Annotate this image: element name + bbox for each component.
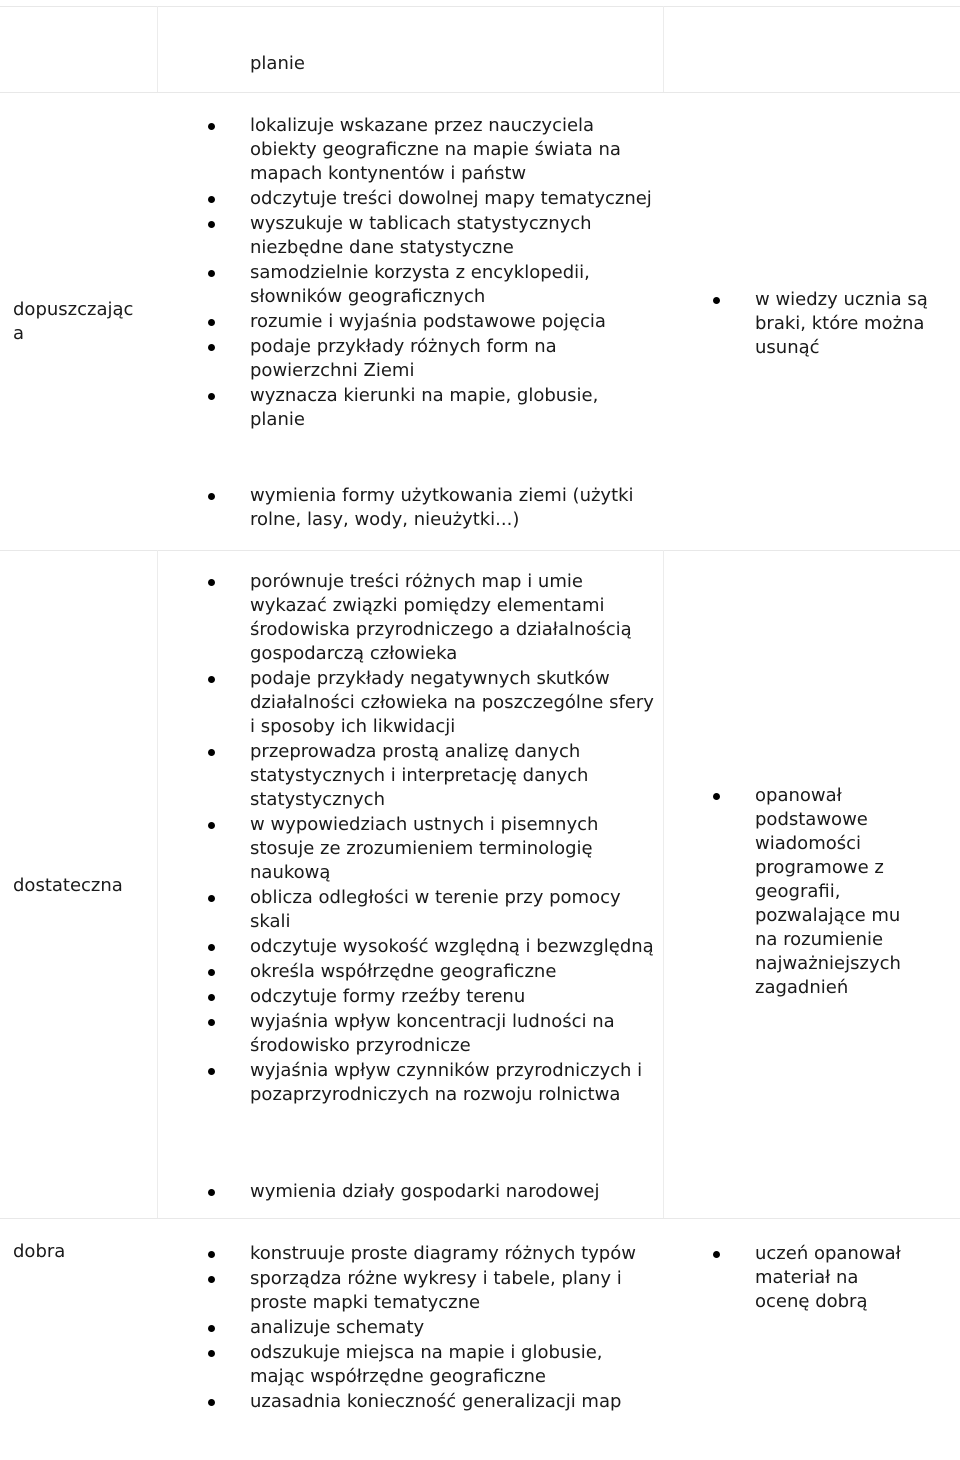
skills-list	[208, 114, 658, 432]
bullet-icon	[208, 123, 215, 130]
list-item: oblicza odległości w terenie przy pomocy skali	[208, 886, 658, 934]
bullet-icon	[713, 297, 720, 304]
list-item: wyjaśnia wpływ czynników przyrodniczych i pozaprzyrodniczych na rozwoju rolnictwa	[208, 1059, 658, 1107]
bullet-icon	[208, 1325, 215, 1332]
list-item: w wypowiedziach ustnych i pisemnych stosuje ze zrozumieniem terminologię naukową	[208, 813, 658, 885]
list-item: wymienia działy gospodarki narodowej	[208, 1180, 658, 1204]
table-top-border	[0, 6, 960, 7]
bullet-icon	[208, 319, 215, 326]
bullet-icon	[208, 270, 215, 277]
list-item: podaje przykłady negatywnych skutków działalności człowieka na poszczególne sfery i sposoby ich likwidacji	[208, 667, 658, 739]
skills-list	[208, 1242, 658, 1414]
list-item: analizuje schematy	[208, 1316, 658, 1340]
bullet-icon	[208, 1276, 215, 1283]
list-item: przeprowadza prostą analizę danych statystycznych i interpretację danych statystycznych	[208, 740, 658, 812]
list-item: wyjaśnia wpływ koncentracji ludności na środowisko przyrodnicze	[208, 1010, 658, 1058]
bullet-icon	[208, 221, 215, 228]
column-separator	[157, 6, 158, 92]
list-item: uzasadnia konieczność generalizacji map	[208, 1390, 658, 1414]
list-item: odczytuje formy rzeźby terenu	[208, 985, 658, 1009]
list-item: wyszukuje w tablicach statystycznych niezbędne dane statystyczne	[208, 212, 658, 260]
row-separator	[0, 550, 960, 551]
list-item: uczeń opanował materiał na ocenę dobrą	[713, 1242, 913, 1314]
list-item: lokalizuje wskazane przez nauczyciela obiekty geograficzne na mapie świata na mapach kontynentów i państw	[208, 114, 658, 186]
list-item: wyznacza kierunki na mapie, globusie, planie	[208, 384, 658, 432]
grade-label: dostateczna	[13, 875, 123, 896]
extra-skill-cell	[208, 1180, 658, 1205]
grade-label: dobra	[13, 1241, 66, 1262]
list-item: konstruuje proste diagramy różnych typów	[208, 1242, 658, 1266]
skills-cell	[208, 1242, 658, 1415]
outcome-cell	[713, 784, 913, 1001]
outcome-cell	[713, 1242, 913, 1315]
grade-label: dopuszczając a	[13, 299, 134, 344]
list-item: odczytuje treści dowolnej mapy tematycznej	[208, 187, 658, 211]
outcome-cell	[713, 288, 945, 361]
list-item: sporządza różne wykresy i tabele, plany i proste mapki tematyczne	[208, 1267, 658, 1315]
column-separator	[157, 550, 158, 1218]
list-item: opanował podstawowe wiadomości programowe z geografii, pozwalające mu na rozumienie najważniejszych zagadnień	[713, 784, 913, 1000]
bullet-icon	[208, 1019, 215, 1026]
extra-skill-cell	[208, 484, 658, 533]
bullet-icon	[208, 344, 215, 351]
list-item: określa współrzędne geograficzne	[208, 960, 658, 984]
bullet-icon	[208, 1350, 215, 1357]
bullet-icon	[208, 994, 215, 1001]
bullet-icon	[208, 393, 215, 400]
list-item: podaje przykłady różnych form na powierzchni Ziemi	[208, 335, 658, 383]
list-item: odczytuje wysokość względną i bezwzględną	[208, 935, 658, 959]
bullet-icon	[713, 793, 720, 800]
bullet-icon	[208, 196, 215, 203]
bullet-icon	[208, 1251, 215, 1258]
bullet-icon	[208, 944, 215, 951]
skills-cell	[208, 114, 658, 433]
bullet-icon	[713, 1251, 720, 1258]
list-item: wymienia formy użytkowania ziemi (użytki rolne, lasy, wody, nieużytki...)	[208, 484, 658, 532]
bullet-icon	[208, 969, 215, 976]
bullet-icon	[208, 1189, 215, 1196]
list-item: porównuje treści różnych map i umie wykazać związki pomiędzy elementami środowiska przyrodniczego a działalnością gospodarczą człowieka	[208, 570, 658, 666]
continued-text: planie	[250, 53, 305, 74]
list-item: samodzielnie korzysta z encyklopedii, słowników geograficznych	[208, 261, 658, 309]
bullet-icon	[208, 579, 215, 586]
column-separator	[663, 6, 664, 92]
skills-list	[208, 570, 658, 1107]
list-item: w wiedzy ucznia są braki, które można usunąć	[713, 288, 945, 360]
list-item: odszukuje miejsca na mapie i globusie, mając współrzędne geograficzne	[208, 1341, 658, 1389]
bullet-icon	[208, 493, 215, 500]
bullet-icon	[208, 895, 215, 902]
bullet-icon	[208, 676, 215, 683]
bullet-icon	[208, 1399, 215, 1406]
skills-cell	[208, 570, 658, 1108]
bullet-icon	[208, 1068, 215, 1075]
bullet-icon	[208, 822, 215, 829]
row-separator	[0, 92, 960, 93]
list-item: rozumie i wyjaśnia podstawowe pojęcia	[208, 310, 658, 334]
row-separator	[0, 1218, 960, 1219]
column-separator	[663, 550, 664, 1218]
bullet-icon	[208, 749, 215, 756]
